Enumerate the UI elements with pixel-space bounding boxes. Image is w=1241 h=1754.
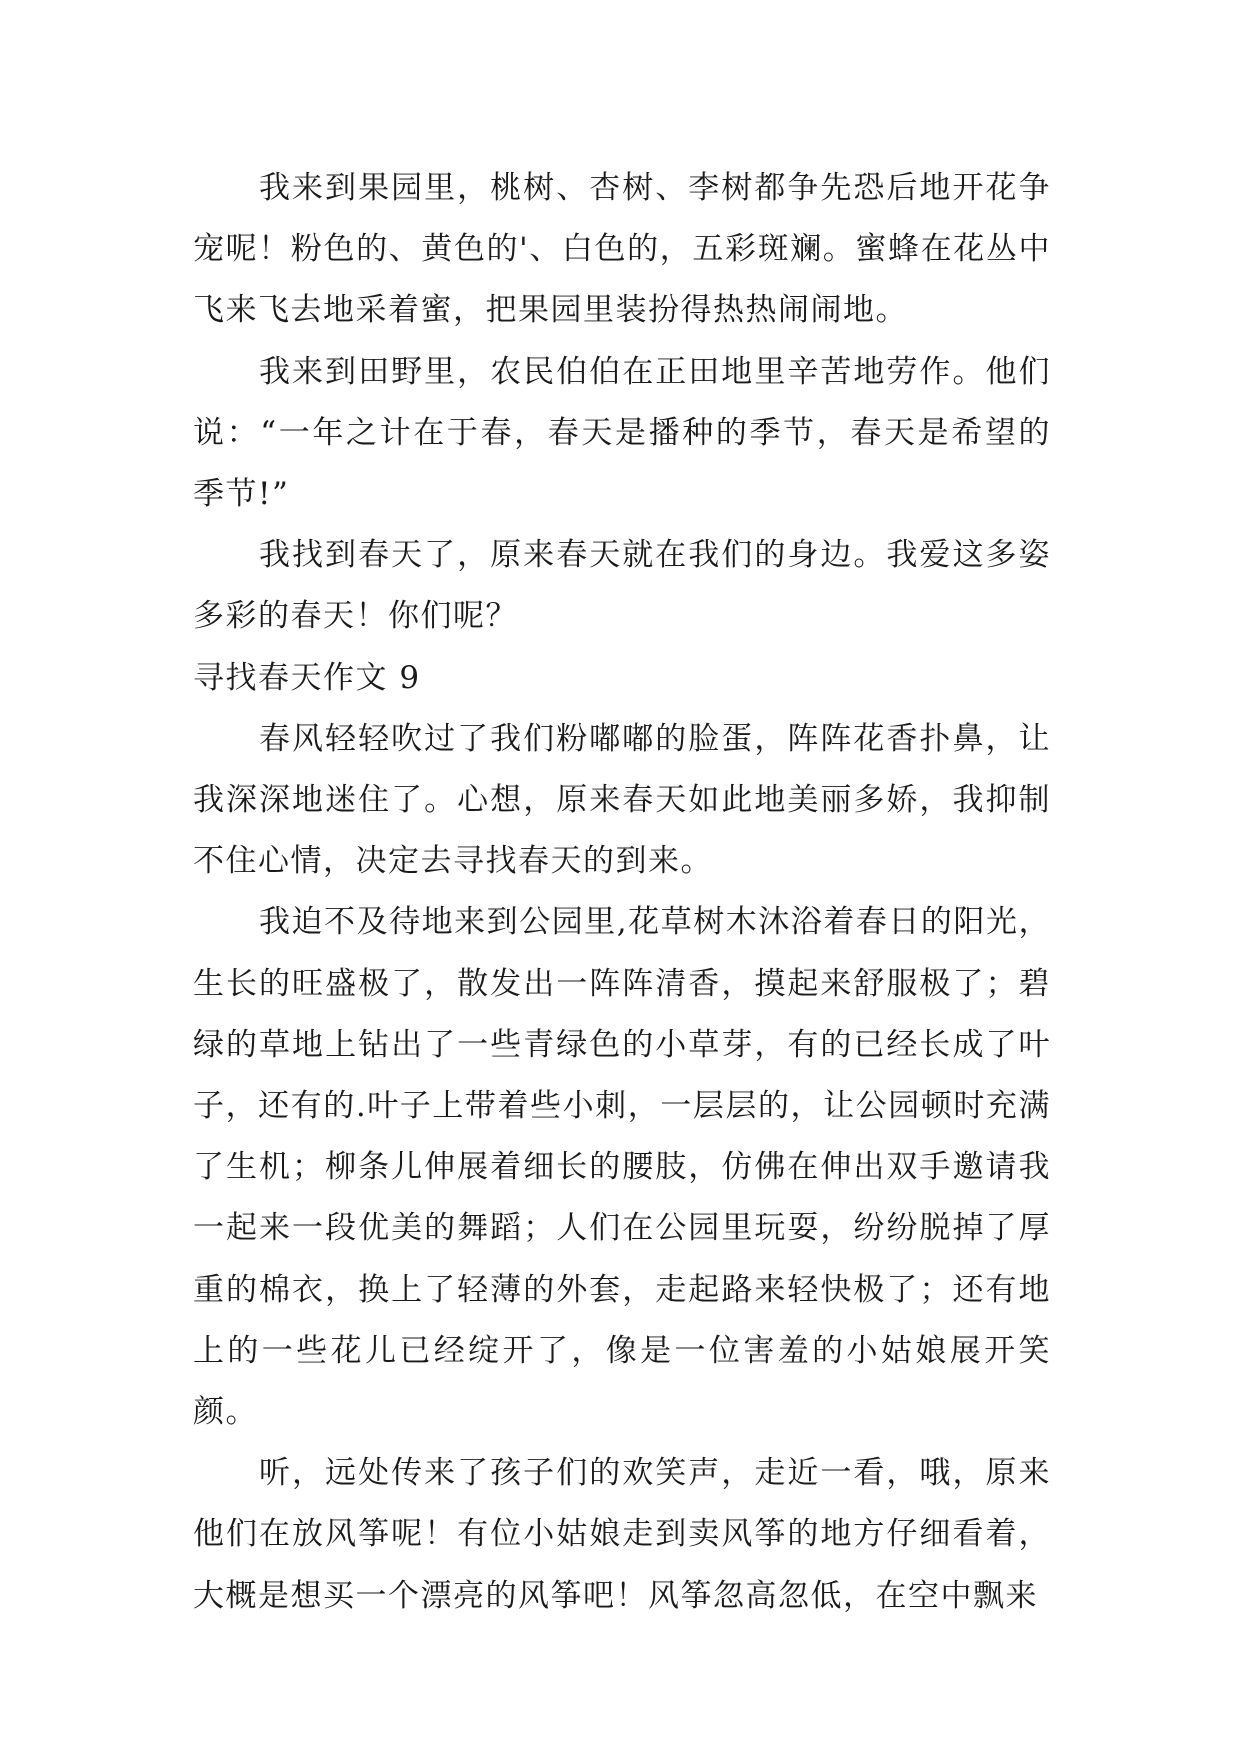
section-heading: 寻找春天作文 9 — [193, 659, 421, 696]
paragraph-kites: 听，远处传来了孩子们的欢笑声，走近一看，哦，原来他们在放风筝呢！有位小姑娘走到卖风筝的地方仔细看着，大概是想买一个漂亮的风筝吧！风筝忽高忽低，在空中飘来 — [193, 1455, 1051, 1614]
paragraph-spring-breeze: 春风轻轻吹过了我们粉嘟嘟的脸蛋，阵阵花香扑鼻，让我深深地迷住了。心想，原来春天如此地美丽多娇，我抑制不住心情，决定去寻找春天的到来。 — [193, 720, 1051, 880]
document-page — [193, 158, 1051, 1627]
paragraph-park: 我迫不及待地来到公园里,花草树木沐浴着春日的阳光，生长的旺盛极了，散发出一阵阵清香，摸起来舒服极了；碧绿的草地上钻出了一些青绿色的小草芽，有的已经长成了叶子，还有的.叶子上带着些小刺，一层层的，让公园顿时充满了生机；柳条儿伸展着细长的腰肢，仿佛在伸出双手邀请我一起来一段优美的舞蹈；人们在公园里玩耍，纷纷脱掉了厚重的棉衣，换上了轻薄的外套，走起路来轻快极了；还有地上的一些花儿已经绽开了，像是一位害羞的小姑娘展开笑颜。 — [193, 904, 1051, 1431]
paragraph-found-spring: 我找到春天了，原来春天就在我们的身边。我爱这多姿多彩的春天！你们呢？ — [193, 537, 1051, 635]
paragraph-fields: 我来到田野里，农民伯伯在正田地里辛苦地劳作。他们说：“一年之计在于春，春天是播种的季节，春天是希望的季节!” — [193, 353, 1051, 513]
paragraph-orchard: 我来到果园里，桃树、杏树、李树都争先恐后地开花争宠呢！粉色的、黄色的'、白色的，五彩斑斓。蜜蜂在花丛中飞来飞去地采着蜜，把果园里装扮得热热闹闹地。 — [193, 170, 1051, 329]
